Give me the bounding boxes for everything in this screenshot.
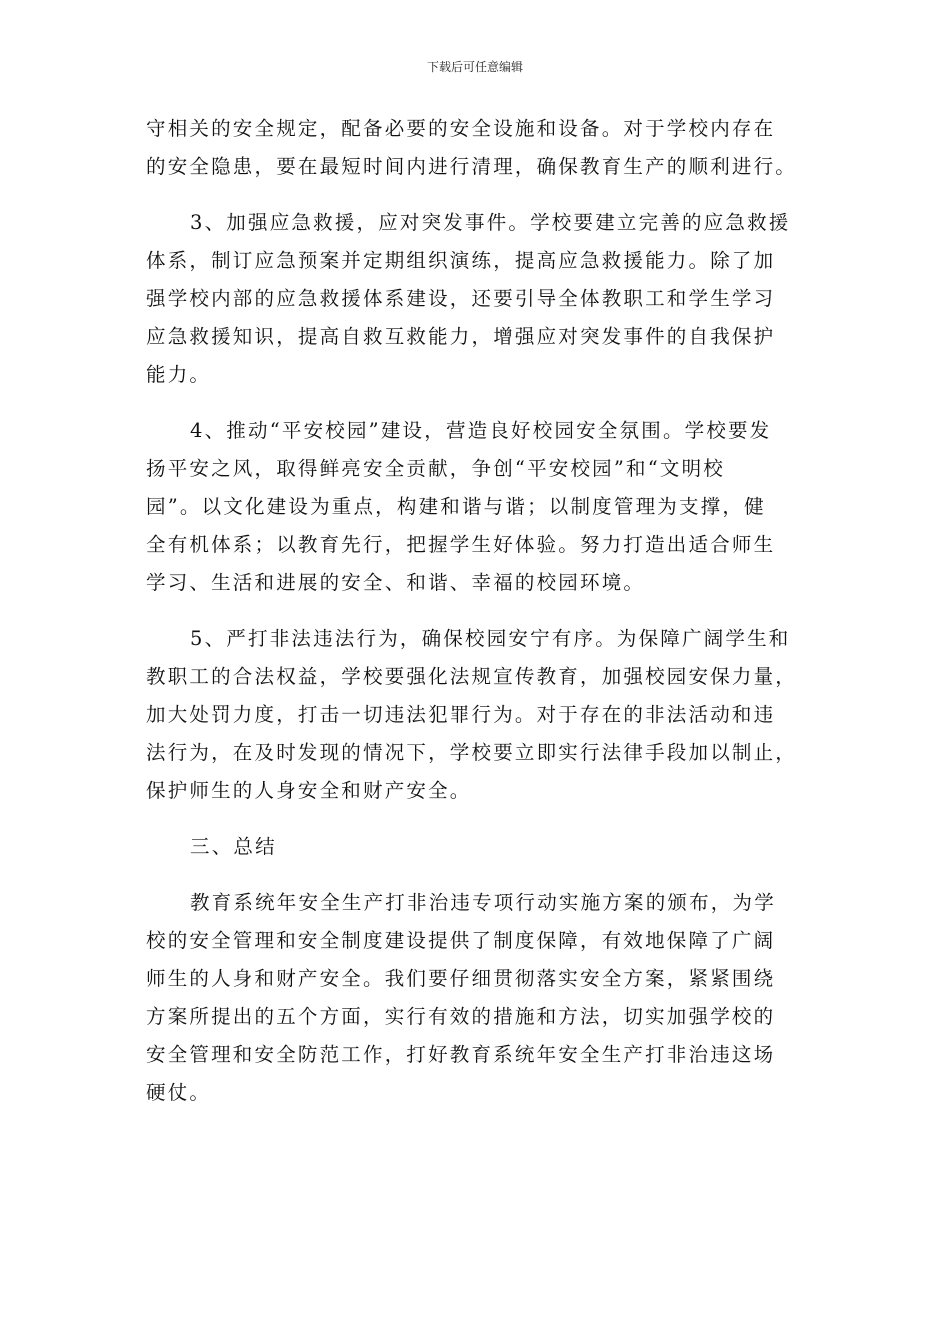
text-line: 学习、生活和进展的安全、和谐、幸福的校园环境。 (146, 571, 646, 594)
section-heading-summary (146, 828, 806, 866)
page-header: 下载后可任意编辑 (426, 60, 523, 74)
paragraph-continuation (146, 110, 806, 186)
text-line: 法行为，在及时发现的情况下，学校要立即实行法律手段加以制止， (146, 741, 798, 764)
text-line: 校的安全管理和安全制度建设提供了制度保障，有效地保障了广阔 (146, 929, 776, 952)
text-line: 能力。 (146, 363, 212, 386)
text-line: 强学校内部的应急救援体系建设，还要引导全体教职工和学生学习 (146, 287, 776, 310)
paragraph-item-5 (146, 620, 806, 810)
text-line: 5、严打非法违法行为，确保校园安宁有序。为保障广阔学生和 (190, 627, 791, 650)
text-line: 安全管理和安全防范工作，打好教育系统年安全生产打非治违这场 (146, 1043, 776, 1066)
text-line: 教职工的合法权益，学校要强化法规宣传教育，加强校园安保力量， (146, 665, 798, 688)
text-line: 园”。以文化建设为重点，构建和谐与谐；以制度管理为支撑，健 (146, 495, 766, 518)
paragraph-summary (146, 884, 806, 1112)
text-line: 应急救援知识，提高自救互救能力，增强应对突发事件的自我保护 (146, 325, 776, 348)
text-line: 守相关的安全规定，配备必要的安全设施和设备。对于学校内存在 (146, 117, 776, 140)
text-line: 保护师生的人身安全和财产安全。 (146, 779, 472, 802)
text-line: 师生的人身和财产安全。我们要仔细贯彻落实安全方案，紧紧围绕 (146, 967, 776, 990)
heading-text: 三、总结 (190, 835, 277, 858)
paragraph-item-4 (146, 412, 806, 602)
text-line: 3、加强应急救援，应对突发事件。学校要建立完善的应急救援 (190, 211, 791, 234)
text-line: 扬平安之风，取得鲜亮安全贡献，争创“平安校园”和“文明校 (146, 457, 726, 480)
text-line: 硬仗。 (146, 1081, 212, 1104)
text-line: 方案所提出的五个方面，实行有效的措施和方法，切实加强学校的 (146, 1005, 776, 1028)
text-line: 4、推动“平安校园”建设，营造良好校园安全氛围。学校要发 (190, 419, 772, 442)
text-line: 加大处罚力度，打击一切违法犯罪行为。对于存在的非法活动和违 (146, 703, 776, 726)
text-line: 体系，制订应急预案并定期组织演练，提高应急救援能力。除了加 (146, 249, 776, 272)
text-line: 全有机体系；以教育先行，把握学生好体验。努力打造出适合师生 (146, 533, 776, 556)
paragraph-item-3 (146, 204, 806, 394)
text-line: 教育系统年安全生产打非治违专项行动实施方案的颁布，为学 (190, 891, 776, 914)
document-body (146, 110, 806, 1130)
text-line: 的安全隐患，要在最短时间内进行清理，确保教育生产的顺利进行。 (146, 155, 798, 178)
